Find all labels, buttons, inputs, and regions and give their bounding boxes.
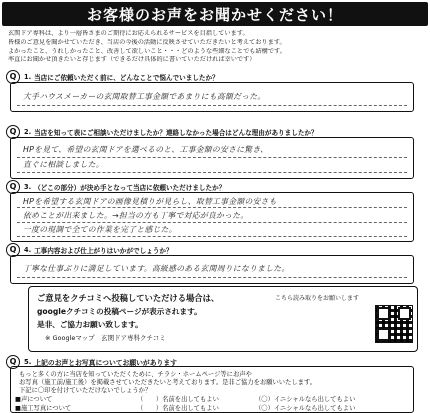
answer-line [17,207,407,208]
qr-code-icon[interactable] [375,305,413,343]
answer-box-1 [10,82,414,112]
question-3: Q 3. （どこの部分）が決め手となって当店に依頼いただけましたか？ [6,180,225,194]
question-text: 上記のお声とお写真についてお願いがあります [34,359,177,367]
question-mark-icon: Q [6,243,20,257]
question-mark-icon: Q [6,70,20,84]
question-text: 当店にご依頼いただく前に、どんなことで悩んでいましたか？ [34,74,219,82]
answer-line [17,172,407,173]
answer-line [17,105,407,106]
question-text: 工事内容および仕上がりはいかがでしょうか？ [34,247,173,255]
answer-line [17,277,407,278]
voice-option-initial[interactable]: （〇）イニシャルなら出してもよい [255,396,356,403]
review-qr-hint: こちら読み取りをお願いします [275,295,360,302]
answer-line [17,157,407,158]
intro-text [8,30,422,65]
answer-text: 一度の現調で全ての作業を完了と感じた。 [23,225,177,234]
question-5: Q 5. 上記のお声とお写真についてお願いがあります [6,355,177,369]
review-request-box [28,286,418,352]
question-2: Q 2. 当店を知って表にご相談いただけましたか？連絡しなかった場合はどんな理由がありましたか？ [6,125,318,139]
question-1: Q 1. 当店にご依頼いただく前に、どんなことで悩んでいましたか？ [6,70,219,84]
photo-option-initial[interactable]: （〇）イニシャルなら出してもよい [255,405,356,412]
question-mark-icon: Q [6,180,20,194]
voice-option-name[interactable]: （ ）名前を出してもよい [137,396,219,403]
intro-line: 玄関ドア専科は、より一層皆さまのご期待にお応えられるサービスを目指しています。 [8,30,249,37]
review-line: 是非、ご協力お願い致します。 [37,320,143,329]
photo-option-name[interactable]: （ ）名前を出してもよい [137,405,219,412]
answer-box-3 [10,192,414,242]
intro-line: よかったこと、うれしかったこと、改善して欲しいこと・・・どのような些細なことでも結構です。 [8,47,286,55]
review-line: googleクチコミの投稿ページが表示されます。 [37,307,202,316]
answer-text: HPを希望する玄関ドアの画像見積りが見らし、取替工事金額の安さも [23,197,277,206]
answer-text: 直ぐに相談しました。 [23,160,104,169]
survey-header [2,2,428,26]
question-text: （どこの部分）が決め手となって当店に依頼いただけましたか？ [34,184,226,192]
answer-line [17,236,407,237]
consent-box [10,366,414,413]
answer-text: 大手ハウスメーカーの玄関取替工事金額であまりにも高額だった。 [23,92,266,101]
question-mark-icon: Q [6,355,20,369]
question-4: Q 4. 工事内容および仕上がりはいかがでしょうか？ [6,243,173,257]
answer-text: 丁寧な仕事ぶりに満足しています。高級感のある玄関周りになりました。 [23,264,290,273]
answer-box-4 [10,255,414,284]
answer-text: HPを見て、希望の玄関ドアを選べるのと、工事金額の安さに驚き、 [23,145,269,154]
consent-text: もっと多くの方に当店を知っていただくために、チラシ・ホームページ等にお声や [19,371,252,378]
answer-text: 依めことが出来ました。→担当の方も丁寧で対応が良かった。 [23,211,249,220]
intro-line: 率直にお聞かせ頂きたいと存じます（できるだけ具体的に書いていただければ幸いです） [8,56,256,64]
question-mark-icon: Q [6,125,20,139]
voice-label: ■声について [15,396,53,403]
intro-line: 皆様のご意見を聞かせていただき、当店の今後の活動に反映させていただきたいと考えております。 [8,38,286,46]
answer-line [17,222,407,223]
consent-text: お写真（施工前/施工後）を掲載させていただきたいと考えております。是非ご協力をお願いいたします。 [19,379,317,386]
answer-box-2 [10,137,414,179]
photo-label: ■施工写真について [15,405,72,412]
consent-text: 下記に〇印を付けていただけないでしょうか？ [19,387,152,394]
survey-title: お客様のお声をお聞かせください！ [86,5,343,24]
review-title: ご意見をクチコミへ投稿していただける場合は、 [37,293,220,303]
question-text: 当店を知って表にご相談いただけましたか？連絡しなかった場合はどんな理由がありましたか？ [34,129,318,137]
review-line: ※ Googleマップ 玄関ドア専科クチコミ [45,334,166,342]
